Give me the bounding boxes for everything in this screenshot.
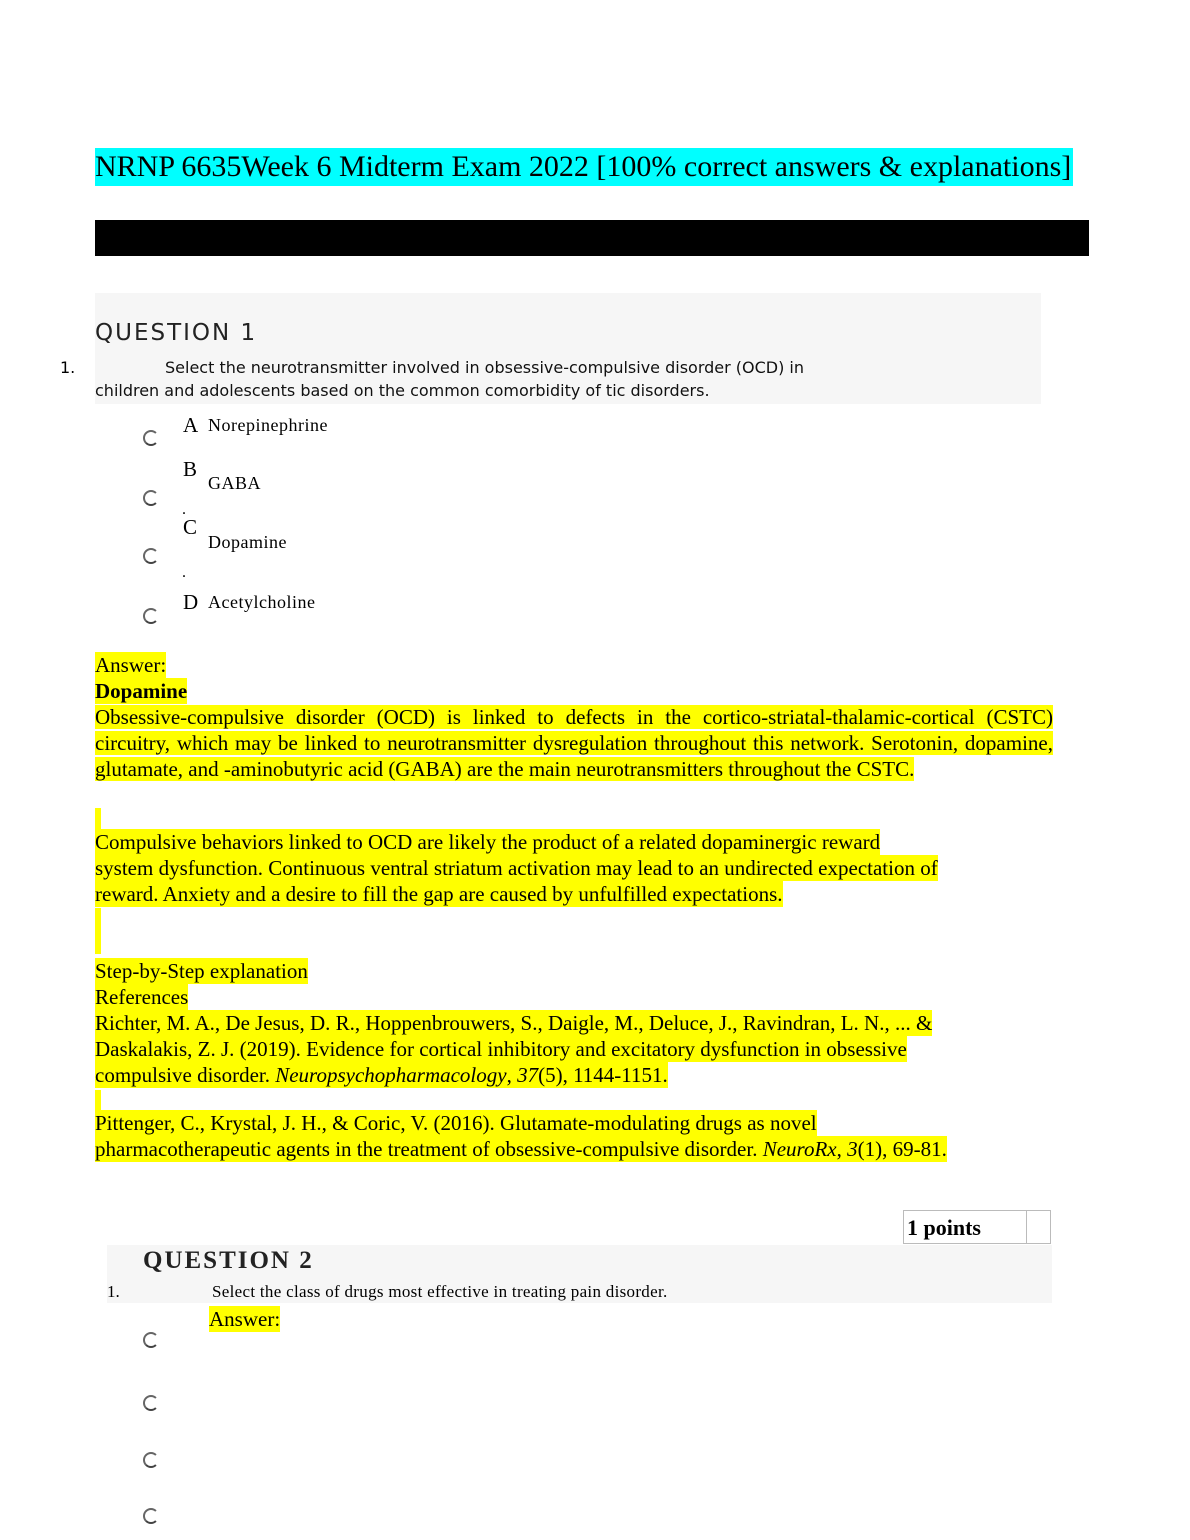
reference-2-prefix: pharmacotherapeutic agents in the treatment of obsessive-compulsive disorder. (95, 1137, 763, 1161)
q2-option-2-radio[interactable] (143, 1395, 159, 1411)
option-c-dot: . (182, 564, 186, 581)
question-2-answer-label: Answer: (209, 1307, 281, 1331)
reference-1-suffix: (5), 1144-1151. (538, 1063, 668, 1087)
step-by-step-label: Step-by-Step explanation (95, 959, 308, 983)
reference-2-sep: , (836, 1137, 848, 1161)
question-1-number: 1. (60, 358, 76, 377)
reference-1-volume: 37 (517, 1063, 539, 1087)
option-c-letter: C (183, 515, 198, 539)
option-a-letter: A (183, 413, 199, 437)
reference-2-journal: NeuroRx (762, 1137, 837, 1161)
explanation-paragraph-1 (95, 704, 1053, 782)
highlight-gap-marker-3 (95, 1090, 101, 1110)
question-2-text: Select the class of drugs most effective in treating pain disorder. (212, 1282, 668, 1301)
reference-1-line3 (95, 1062, 668, 1088)
reference-1-prefix: compulsive disorder. (95, 1063, 276, 1087)
answer-value: Dopamine (95, 679, 188, 703)
answer-label: Answer: (95, 653, 167, 677)
option-d-letter: D (183, 590, 199, 614)
question-2-heading: QUESTION 2 (143, 1247, 314, 1274)
reference-1-line1: Richter, M. A., De Jesus, D. R., Hoppenbrouwers, S., Daigle, M., Deluce, J., Ravindran, L. N., ... & (95, 1011, 933, 1035)
option-b-text[interactable]: GABA (208, 473, 262, 493)
option-c-text[interactable]: Dopamine (208, 532, 287, 552)
option-d-text[interactable]: Acetylcholine (208, 592, 316, 612)
highlight-gap-marker (95, 808, 101, 830)
reference-2-volume: 3 (847, 1137, 858, 1161)
option-c-radio[interactable] (143, 548, 159, 564)
explanation-p2-line3: reward. Anxiety and a desire to fill the gap are caused by unfulfilled expectations. (95, 882, 783, 906)
reference-1-journal: Neuropsychopharmacology (275, 1063, 507, 1087)
explanation-p2-line2: system dysfunction. Continuous ventral striatum activation may lead to an undirected expectation of (95, 856, 938, 880)
explanation-p2-line1: Compulsive behaviors linked to OCD are likely the product of a related dopaminergic reward (95, 830, 881, 854)
explanation-p1-text: Obsessive-compulsive disorder (OCD) is linked to defects in the cortico-striatal-thalamic-cortical (CSTC) circuitry, which may be linked to neurotransmitter dysregulation throughout this network. Serotonin, dopamine, glutamate, and -aminobutyric acid (GABA) are the main neurotransmitters throughout the CSTC. (95, 705, 1053, 781)
reference-2-suffix: (1), 69-81. (857, 1137, 947, 1161)
option-d-radio[interactable] (143, 608, 159, 624)
document-title: NRNP 6635Week 6 Midterm Exam 2022 [100% correct answers & explanations] (95, 148, 1073, 186)
references-label: References (95, 985, 189, 1009)
reference-1-sep: , (506, 1063, 518, 1087)
option-b-dot: . (182, 501, 186, 518)
q2-option-1-radio[interactable] (143, 1332, 159, 1348)
question-1-text-line1: Select the neurotransmitter involved in obsessive-compulsive disorder (OCD) in (165, 358, 805, 377)
question-1-text-line2: children and adolescents based on the common comorbidity of tic disorders. (95, 381, 710, 400)
option-b-radio[interactable] (143, 490, 159, 506)
question-1-heading: QUESTION 1 (95, 320, 258, 346)
q2-option-3-radio[interactable] (143, 1452, 159, 1468)
black-divider-bar (95, 220, 1089, 256)
reference-1-line2: Daskalakis, Z. J. (2019). Evidence for cortical inhibitory and excitatory dysfunction in obsessive (95, 1037, 907, 1061)
option-a-text[interactable]: Norepinephrine (208, 415, 328, 435)
reference-2-line1: Pittenger, C., Krystal, J. H., & Coric, V. (2016). Glutamate-modulating drugs as novel (95, 1111, 817, 1135)
reference-2-line2 (95, 1136, 947, 1162)
question-2-number: 1. (107, 1282, 120, 1301)
highlight-gap-marker-2 (95, 908, 101, 954)
option-b-letter: B (183, 457, 198, 481)
option-a-radio[interactable] (143, 430, 159, 446)
q2-option-4-radio[interactable] (143, 1508, 159, 1524)
points-label: 1 points (907, 1215, 981, 1240)
